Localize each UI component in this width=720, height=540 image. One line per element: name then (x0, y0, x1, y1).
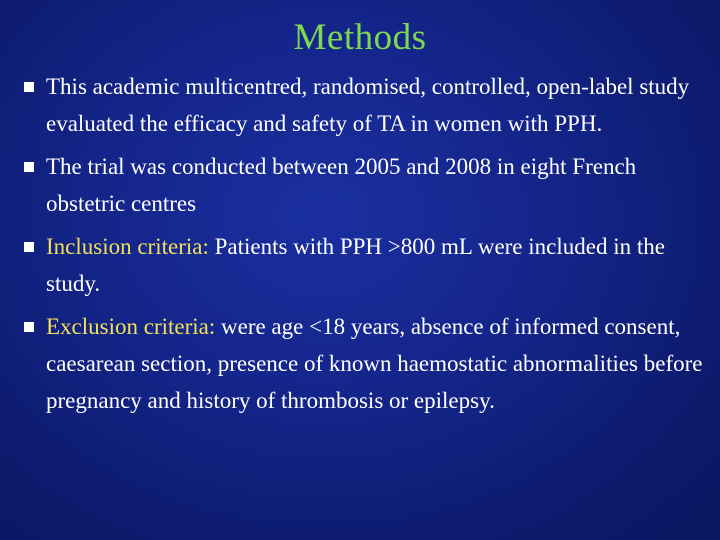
slide-title: Methods (293, 17, 427, 58)
bullet-item-2 (22, 148, 712, 222)
bullet-text: This academic multicentred, randomised, controlled, open-label study evaluated the efficacy and safety of TA in women with PPH. (46, 74, 690, 136)
bullet-item-1 (22, 68, 712, 142)
square-bullet-icon (24, 322, 34, 332)
bullet-lead: Exclusion criteria: (46, 314, 216, 339)
bullet-text: The trial was conducted between 2005 and 2008 in eight French obstetric centres (46, 154, 637, 216)
bullet-text: Patients with PPH >800 mL were included in the study. (46, 234, 665, 296)
square-bullet-icon (24, 242, 34, 252)
bullet-lead: Inclusion criteria: (46, 234, 209, 259)
square-bullet-icon (24, 162, 34, 172)
square-bullet-icon (24, 82, 34, 92)
bullet-item-4 (22, 308, 712, 419)
bullet-list (22, 68, 712, 425)
bullet-text: were age <18 years, absence of informed consent, caesarean section, presence of known haemostatic abnormalities before pregnancy and history of thrombosis or epilepsy. (46, 314, 703, 413)
bullet-item-3 (22, 228, 712, 302)
